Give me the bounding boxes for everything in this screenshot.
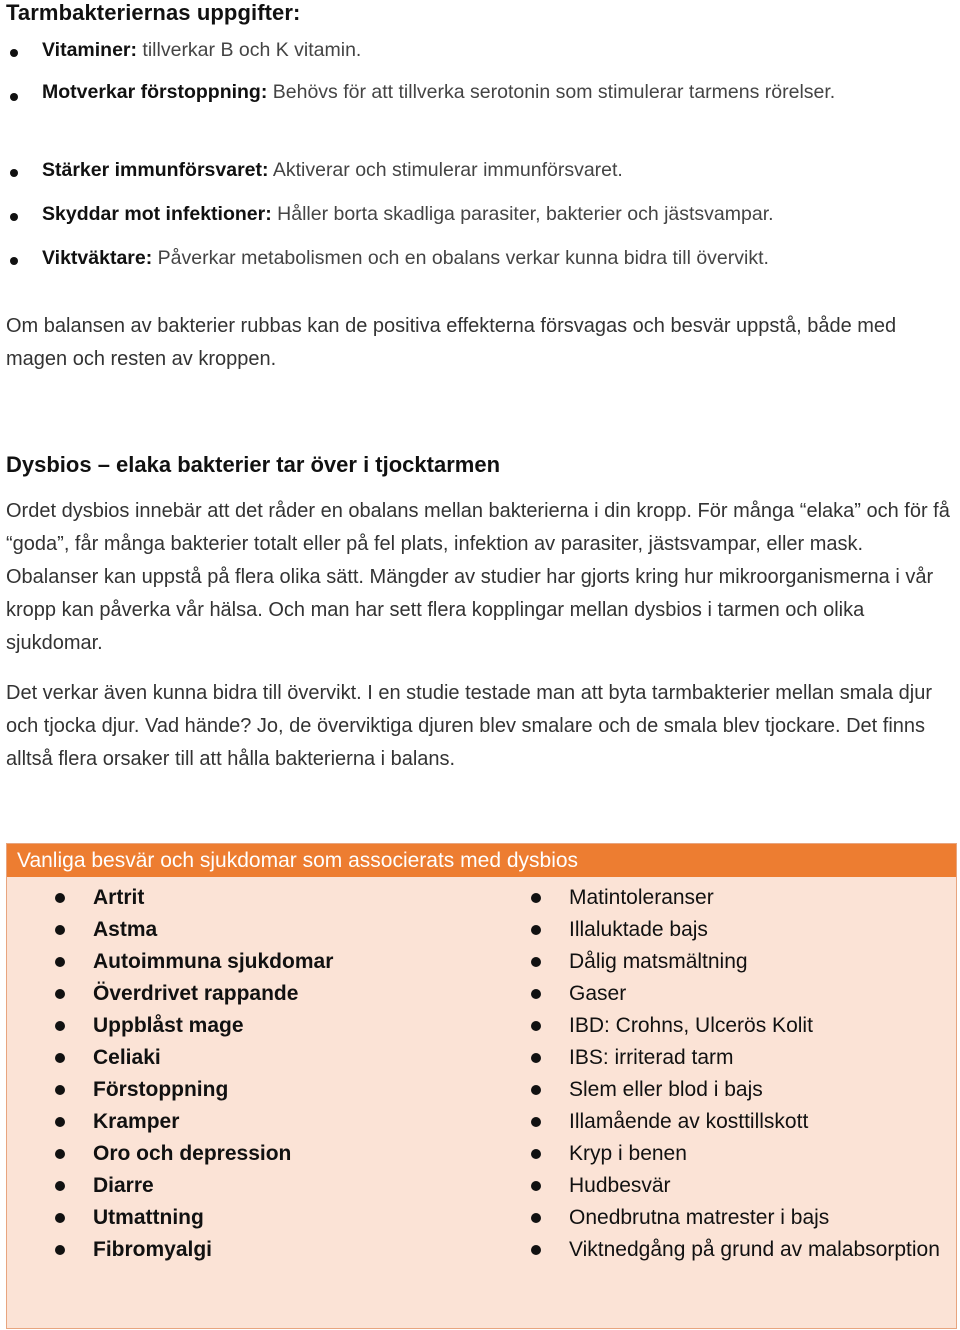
bullet-icon [55, 1117, 65, 1127]
conditions-box-title: Vanliga besvär och sjukdomar som associerats med dysbios [7, 844, 956, 877]
bullet-icon [55, 1021, 65, 1031]
condition-item [531, 914, 951, 946]
condition-item [531, 1010, 951, 1042]
overweight-paragraph: Det verkar även kunna bidra till övervikt. I en studie testade man att byta tarmbakterier mellan smala djur och tjocka djur. Vad hände? Jo, de överviktiga djuren blev smalare och de smala blev tjockare. Det finns alltså flera orsaker till att hålla bakterierna i balans. [6, 682, 932, 770]
conditions-box [6, 843, 957, 1329]
condition-label: Artrit [93, 886, 145, 909]
condition-label: Viktnedgång på grund av malabsorption [569, 1238, 940, 1261]
condition-label: Celiaki [93, 1046, 161, 1069]
bullet-icon [531, 957, 541, 967]
condition-item [531, 1042, 951, 1074]
condition-label: Kramper [93, 1110, 180, 1133]
task-label: Viktväktare: [42, 247, 153, 269]
condition-label: Oro och depression [93, 1142, 292, 1165]
condition-item [531, 1074, 951, 1106]
condition-item [531, 1202, 951, 1234]
condition-label: Uppblåst mage [93, 1014, 244, 1037]
task-text: Påverkar metabolismen och en obalans verkar kunna bidra till övervikt. [152, 247, 769, 269]
condition-label: Matintoleranser [569, 886, 714, 909]
condition-label: Fibromyalgi [93, 1238, 213, 1261]
bullet-icon [55, 1245, 65, 1255]
condition-item [55, 1042, 475, 1074]
condition-item [531, 1234, 951, 1266]
condition-item [55, 1106, 475, 1138]
condition-item [55, 946, 475, 978]
condition-item [55, 978, 475, 1010]
bullet-icon [55, 1213, 65, 1223]
condition-label: Förstoppning [93, 1078, 229, 1101]
conditions-list-left [55, 882, 475, 1266]
task-text: tillverkar B och K vitamin. [137, 39, 362, 61]
condition-item [531, 1170, 951, 1202]
page-title: Tarmbakteriernas uppgifter: [6, 0, 301, 25]
bullet-icon [55, 1149, 65, 1159]
condition-item [55, 1074, 475, 1106]
bullet-icon [531, 1117, 541, 1127]
balance-paragraph: Om balansen av bakterier rubbas kan de positiva effekterna försvagas och besvär uppstå, både med magen och resten av kroppen. [6, 315, 897, 370]
bullet-icon [10, 257, 18, 265]
condition-label: Överdrivet rappande [93, 982, 299, 1005]
bullet-icon [10, 169, 18, 177]
bullet-icon [531, 1053, 541, 1063]
bullet-icon [531, 1085, 541, 1095]
task-label: Skyddar mot infektioner: [42, 203, 272, 225]
condition-item [55, 1170, 475, 1202]
bullet-icon [10, 93, 18, 101]
condition-item [55, 914, 475, 946]
bullet-icon [531, 1245, 541, 1255]
section-heading: Dysbios – elaka bakterier tar över i tjocktarmen [6, 452, 501, 477]
bullet-icon [531, 1021, 541, 1031]
bullet-icon [55, 1181, 65, 1191]
condition-label: Illamående av kosttillskott [569, 1110, 809, 1133]
condition-item [531, 978, 951, 1010]
condition-item [55, 882, 475, 914]
condition-item [55, 1010, 475, 1042]
condition-label: Illaluktade bajs [569, 918, 708, 941]
condition-label: Slem eller blod i bajs [569, 1078, 763, 1101]
task-label: Vitaminer: [42, 39, 138, 61]
task-label: Stärker immunförsvaret: [42, 159, 269, 181]
conditions-list-right [531, 882, 951, 1266]
task-text: Aktiverar och stimulerar immunförsvaret. [268, 159, 623, 181]
bullet-icon [531, 893, 541, 903]
condition-label: IBS: irriterad tarm [569, 1046, 734, 1069]
bullet-icon [531, 1181, 541, 1191]
condition-item [531, 1138, 951, 1170]
condition-item [55, 1234, 475, 1266]
bullet-icon [55, 1053, 65, 1063]
condition-item [531, 882, 951, 914]
condition-label: Kryp i benen [569, 1142, 687, 1165]
bullet-icon [55, 1085, 65, 1095]
bullet-icon [531, 1149, 541, 1159]
condition-item [531, 1106, 951, 1138]
condition-label: Utmattning [93, 1206, 204, 1229]
bullet-icon [10, 49, 18, 57]
bullet-icon [531, 989, 541, 999]
condition-label: Dålig matsmältning [569, 950, 748, 973]
condition-item [55, 1202, 475, 1234]
dysbios-paragraph: Ordet dysbios innebär att det råder en obalans mellan bakterierna i din kropp. För många “elaka” och för få “goda”, får många bakterier totalt eller på fel plats, infektion av parasiter, jästsvampar, eller mask. Obalanser kan uppstå på flera olika sätt. Mängder av studier har gjorts kring hur mikroorganismerna i vår kropp kan påverka vår hälsa. Och man har sett flera kopplingar mellan dysbios i tarmen och olika sjukdomar. [6, 500, 950, 654]
task-text: Håller borta skadliga parasiter, bakterier och jästsvampar. [271, 203, 774, 225]
condition-label: Onedbrutna matrester i bajs [569, 1206, 830, 1229]
task-label: Motverkar förstoppning: [42, 81, 268, 103]
bullet-icon [10, 213, 18, 221]
condition-label: Hudbesvär [569, 1174, 671, 1197]
condition-label: IBD: Crohns, Ulcerös Kolit [569, 1014, 813, 1037]
bullet-icon [55, 925, 65, 935]
condition-label: Diarre [93, 1174, 154, 1197]
task-text: Behövs för att tillverka serotonin som stimulerar tarmens rörelser. [267, 81, 836, 103]
bullet-icon [55, 989, 65, 999]
condition-label: Autoimmuna sjukdomar [93, 950, 334, 973]
bullet-icon [55, 957, 65, 967]
condition-label: Gaser [569, 982, 627, 1005]
condition-item [55, 1138, 475, 1170]
condition-item [531, 946, 951, 978]
condition-label: Astma [93, 918, 158, 941]
bullet-icon [531, 1213, 541, 1223]
bullet-icon [55, 893, 65, 903]
bullet-icon [531, 925, 541, 935]
